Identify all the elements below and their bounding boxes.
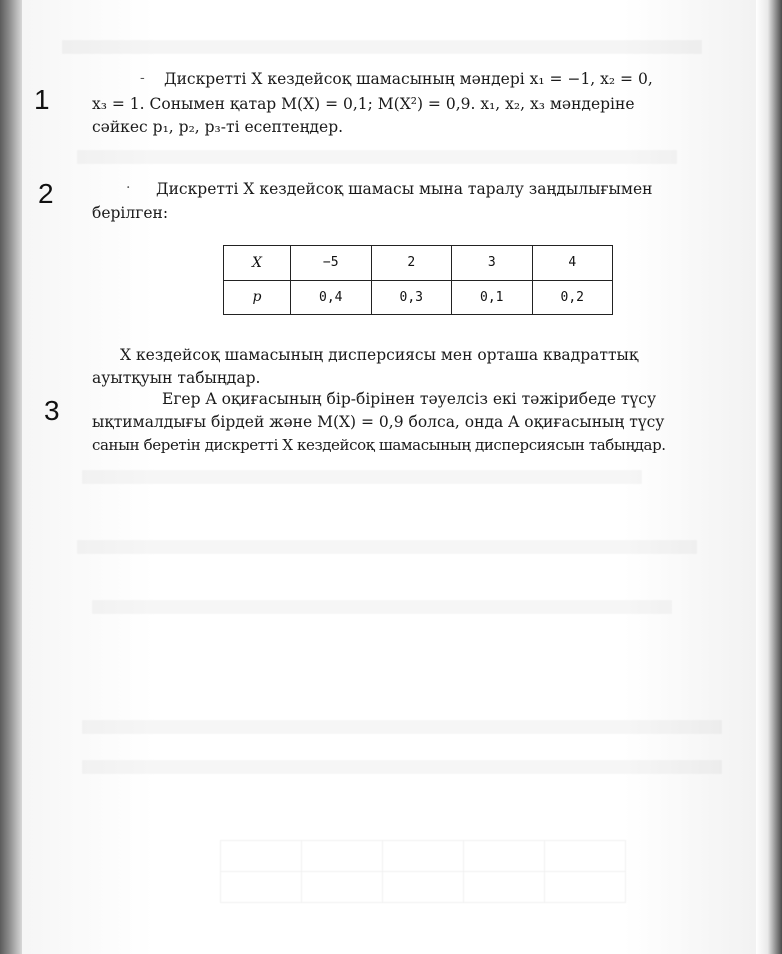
table-cell: −5: [291, 246, 372, 281]
bleed-through-line: [77, 540, 697, 554]
table-cell: 0,3: [371, 280, 452, 315]
bleed-through-line: [82, 470, 642, 484]
book-spine-shadow: [0, 0, 22, 954]
problem1-line-3: сәйкес p₁, p₂, p₃-ті есептеңдер.: [92, 118, 344, 136]
bleed-through-line: [82, 760, 722, 774]
table-row-p: [224, 280, 613, 315]
bleed-through-line: [82, 720, 722, 734]
problem1-line-1: Дискретті X кездейсоқ шамасының мәндері x₁ = −1, x₂ = 0,: [164, 70, 653, 88]
bleed-through-line: [92, 600, 672, 614]
bleed-through-line: [77, 150, 677, 164]
problem-number-3: 3: [44, 395, 60, 426]
table-header-x: X: [224, 246, 291, 281]
page-edge-shadow: [756, 0, 782, 954]
bleed-through-line: [62, 40, 702, 54]
table-cell: 2: [371, 246, 452, 281]
problem3-line-1: Егер A оқиғасының бір-бірінен тәуелсіз екі тәжірибеде түсу: [162, 390, 657, 408]
table-header-p: p: [224, 280, 291, 315]
table-cell: 4: [532, 246, 613, 281]
table-cell: 3: [452, 246, 533, 281]
table-cell: 0,4: [291, 280, 372, 315]
print-mark: .: [126, 176, 131, 192]
table-cell: 0,1: [452, 280, 533, 315]
distribution-table: [223, 245, 613, 315]
table-row-x: [224, 246, 613, 281]
book-page: [22, 0, 756, 954]
problem2-question-line-1: X кездейсоқ шамасының дисперсиясы мен орташа квадраттық: [120, 346, 639, 364]
problem-number-2: 2: [38, 178, 54, 209]
bleed-through-table: [220, 840, 626, 903]
problem3-line-2: ықтималдығы бірдей және M(X) = 0,9 болса, онда A оқиғасының түсу: [92, 413, 665, 431]
problem1-line-2: x₃ = 1. Сонымен қатар M(X) = 0,1; M(X²) = 0,9. x₁, x₂, x₃ мәндеріне: [92, 95, 635, 113]
problem-number-1: 1: [34, 84, 50, 115]
problem2-question-line-2: ауытқуын табыңдар.: [92, 369, 261, 387]
problem2-line-2: берілген:: [92, 204, 169, 222]
print-mark: -: [140, 70, 145, 86]
table-cell: 0,2: [532, 280, 613, 315]
problem2-line-1: Дискретті X кездейсоқ шамасы мына таралу заңдылығымен: [156, 180, 653, 198]
problem3-line-3: санын беретін дискретті X кездейсоқ шамасының дисперсиясын табыңдар.: [92, 436, 666, 454]
